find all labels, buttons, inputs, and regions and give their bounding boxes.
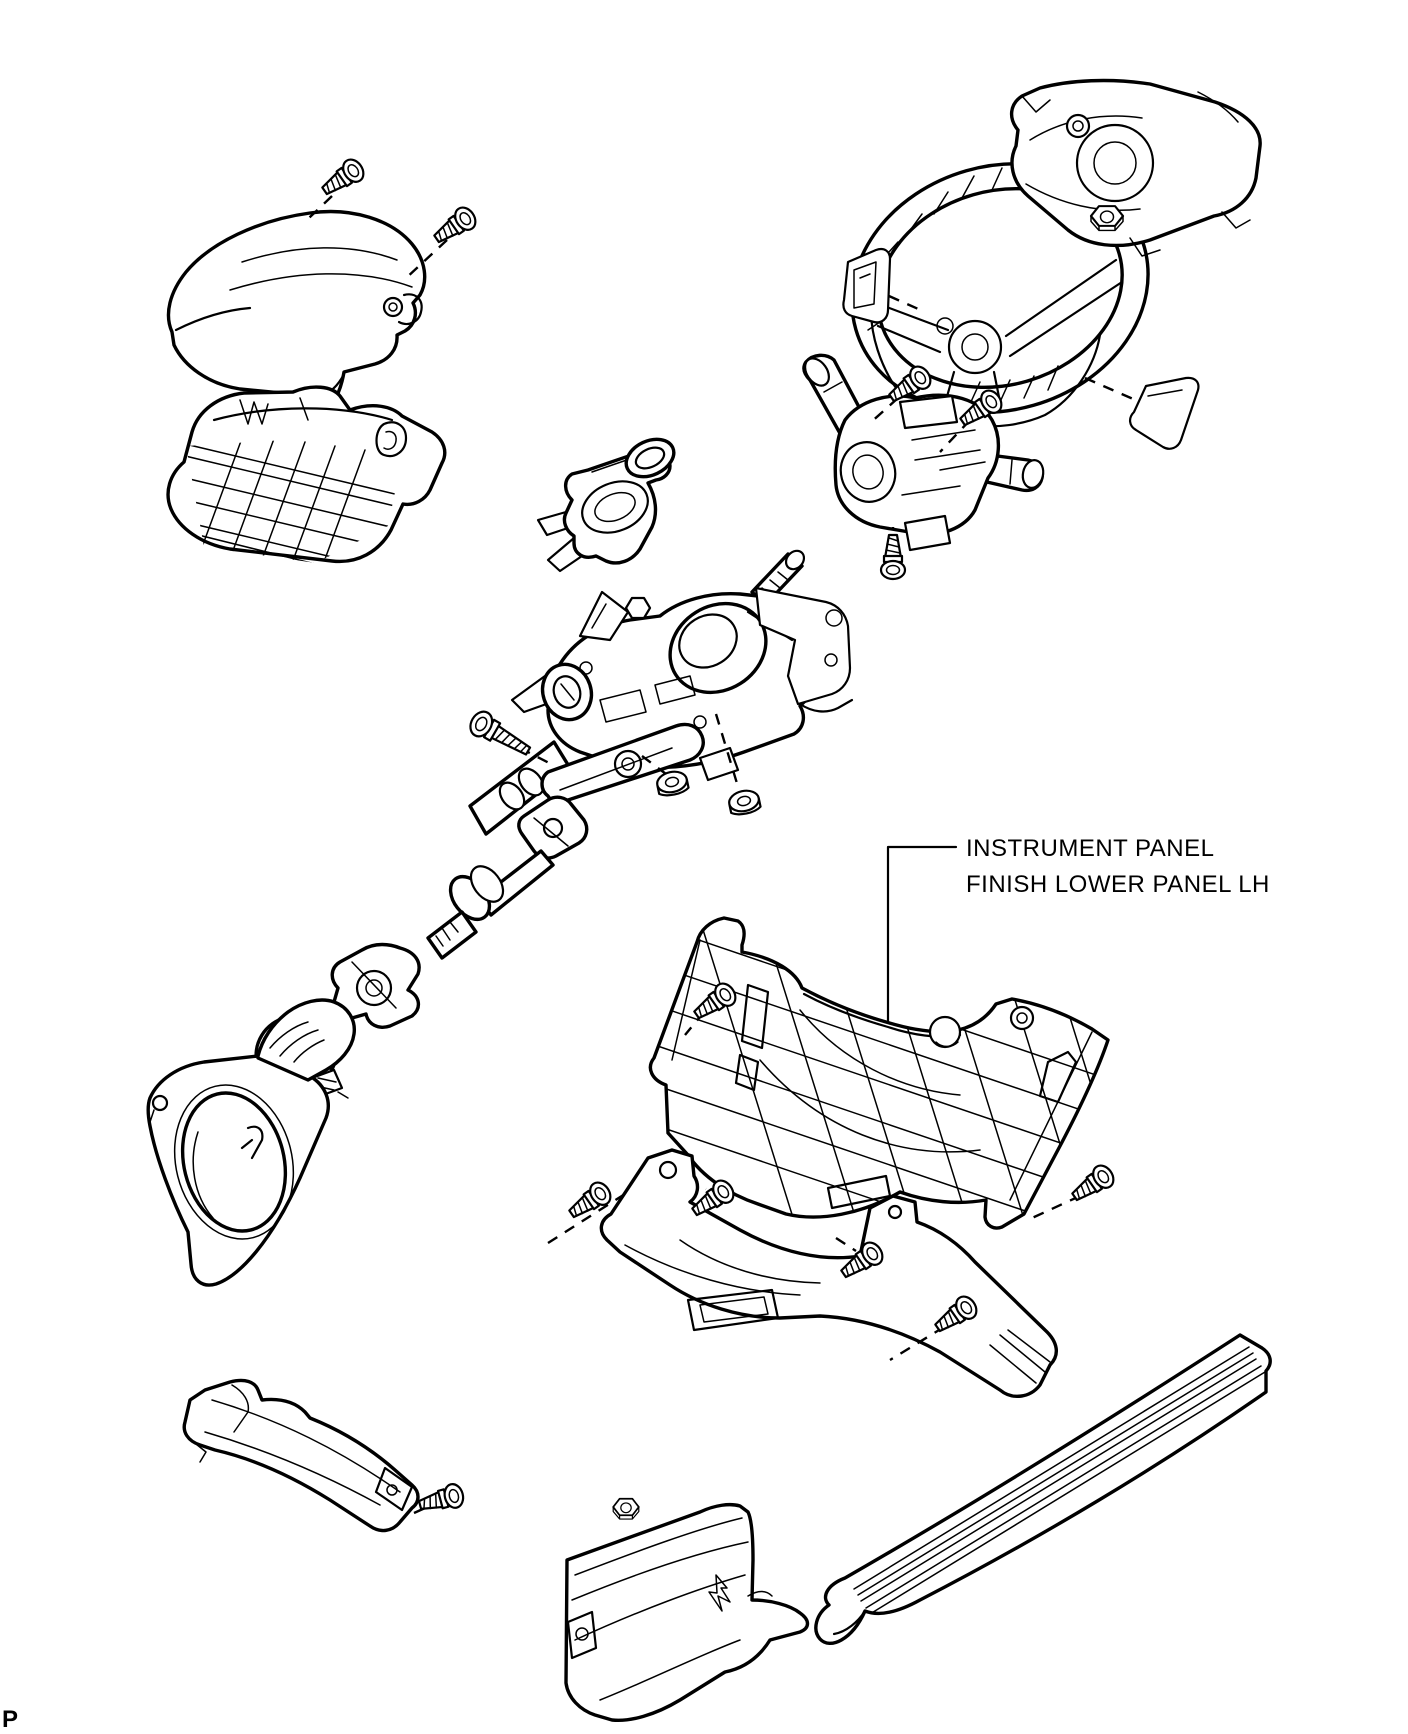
column-set-nut-2 bbox=[727, 788, 761, 816]
wheel-side-cover bbox=[1130, 378, 1198, 449]
floor-duct-brace bbox=[184, 1380, 418, 1530]
intermediate-shaft bbox=[332, 797, 586, 1027]
callout-leader-line bbox=[888, 847, 956, 1022]
switch-screw-3 bbox=[881, 535, 905, 579]
brace-screw bbox=[417, 1482, 466, 1517]
callout-label-line2: FINISH LOWER PANEL LH bbox=[966, 871, 1270, 898]
cowl-side-trim-board bbox=[566, 1499, 808, 1721]
callout bbox=[888, 835, 1270, 1022]
switch-plate bbox=[843, 249, 890, 322]
column-hole-cover bbox=[148, 1000, 354, 1285]
corner-page-letter: P bbox=[2, 1706, 19, 1733]
cowl-trim-clip bbox=[613, 1499, 639, 1519]
cover-screw-1 bbox=[318, 156, 368, 201]
panel-screw-right bbox=[1068, 1162, 1118, 1207]
column-set-nut-1 bbox=[655, 769, 689, 797]
leader-dash-panel-screw-right bbox=[1032, 1196, 1080, 1218]
lower-steering-column-cover bbox=[160, 387, 445, 600]
column-set-bolt bbox=[466, 708, 534, 763]
cover-screw-2 bbox=[430, 204, 480, 249]
steering-wheel-set-nut bbox=[1091, 206, 1123, 230]
callout-label-line1: INSTRUMENT PANEL bbox=[966, 835, 1215, 862]
